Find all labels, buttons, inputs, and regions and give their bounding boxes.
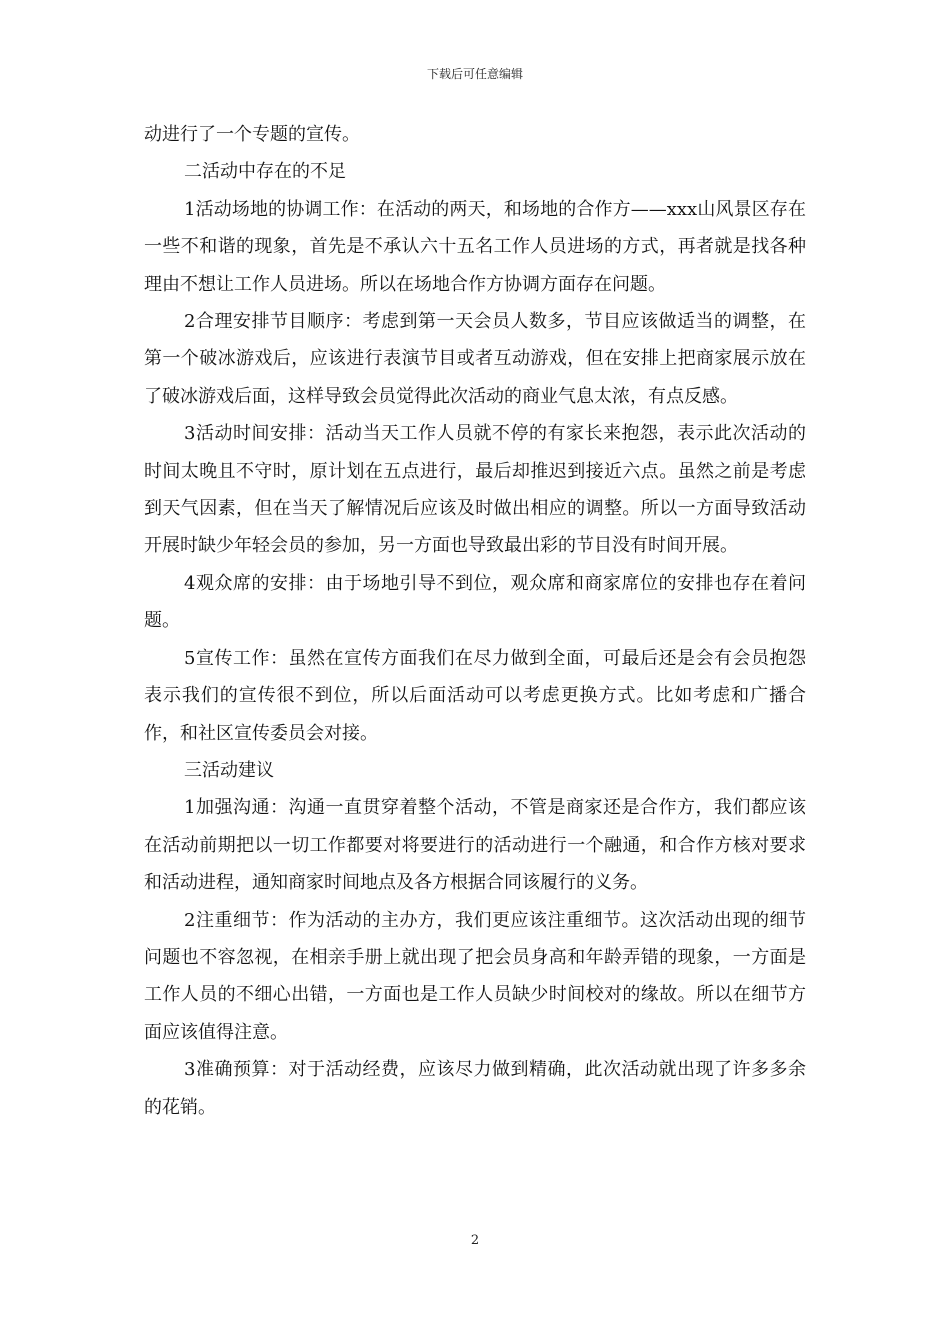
document-body: [144, 116, 806, 1126]
section-heading-shortcomings: 二活动中存在的不足: [184, 161, 346, 183]
paragraph-time-arrangement: 3活动时间安排：活动当天工作人员就不停的有家长来抱怨，表示此次活动的时间太晚且不守时，原计划在五点进行，最后却推迟到接近六点。虽然之前是考虑到天气因素，但在当天了解情况后应该及时做出相应的调整。所以一方面导致活动开展时缺少年轻会员的参加，另一方面也导致最出彩的节目没有时间开展。: [144, 423, 806, 557]
paragraph-audience-seating: 4观众席的安排：由于场地引导不到位，观众席和商家席位的安排也存在着问题。: [144, 572, 806, 632]
page-header: 下载后可任意编辑: [426, 67, 523, 81]
paragraph-publicity: 5宣传工作：虽然在宣传方面我们在尽力做到全面，可最后还是会有会员抱怨表示我们的宣传很不到位，所以后面活动可以考虑更换方式。比如考虑和广播合作，和社区宣传委员会对接。: [144, 647, 806, 744]
paragraph-communication: 1加强沟通：沟通一直贯穿着整个活动，不管是商家还是合作方，我们都应该在活动前期把以一切工作都要对将要进行的活动进行一个融通，和合作方核对要求和活动进程，通知商家时间地点及各方根据合同该履行的义务。: [144, 797, 806, 894]
paragraph-details: 2注重细节：作为活动的主办方，我们更应该注重细节。这次活动出现的细节问题也不容忽视，在相亲手册上就出现了把会员身高和年龄弄错的现象，一方面是工作人员的不细心出错，一方面也是工作人员缺少时间校对的缘故。所以在细节方面应该值得注意。: [144, 909, 806, 1043]
paragraph-program-order: 2合理安排节目顺序：考虑到第一天会员人数多，节目应该做适当的调整，在第一个破冰游戏后，应该进行表演节目或者互动游戏，但在安排上把商家展示放在了破冰游戏后面，这样导致会员觉得此次活动的商业气息太浓，有点反感。: [144, 311, 806, 407]
page-number: 2: [470, 1233, 480, 1248]
paragraph-budget: 3准确预算：对于活动经费，应该尽力做到精确，此次活动就出现了许多多余的花销。: [144, 1059, 806, 1118]
paragraph-venue-coordination: 1活动场地的协调工作：在活动的两天，和场地的合作方——xxx山风景区存在一些不和谐的现象，首先是不承认六十五名工作人员进场的方式，再者就是找各种理由不想让工作人员进场。所以在场地合作方协调方面存在问题。: [144, 198, 806, 295]
section-heading-suggestions: 三活动建议: [184, 759, 274, 781]
paragraph-continuation: 动进行了一个专题的宣传。: [144, 124, 360, 145]
